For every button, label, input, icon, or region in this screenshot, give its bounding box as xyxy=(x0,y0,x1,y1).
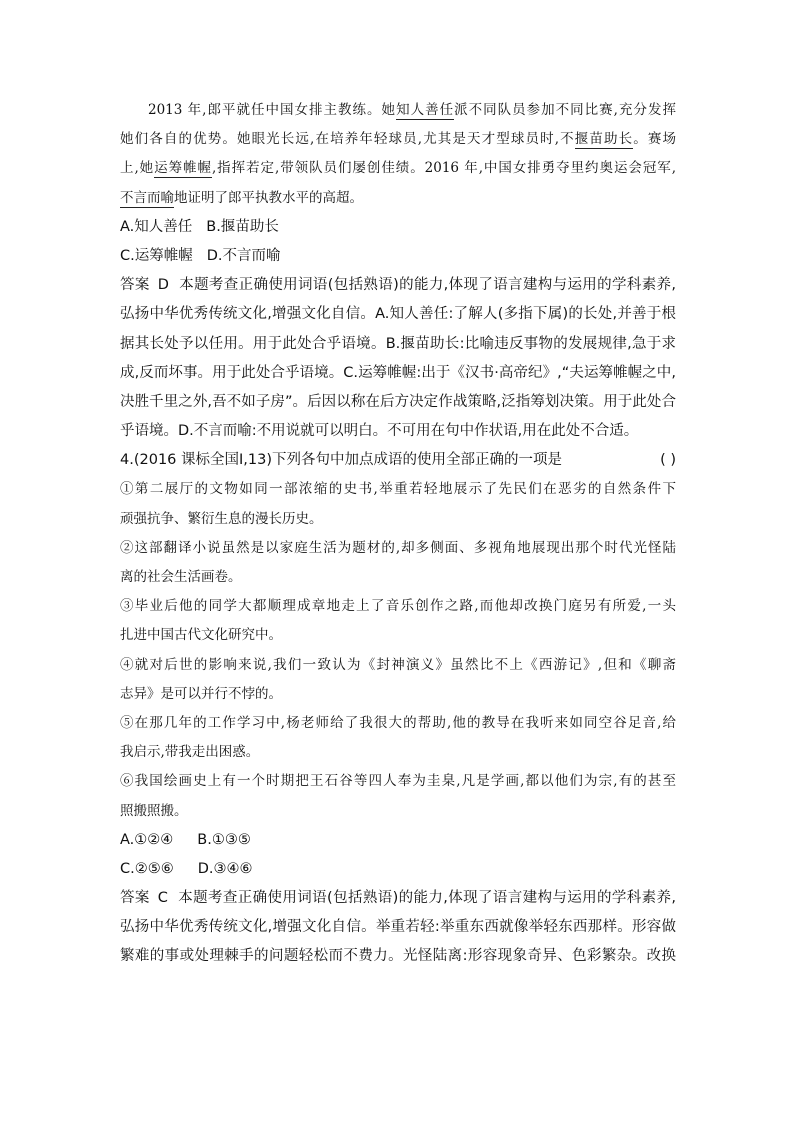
passage-text: 派不同队员参加不同比赛,充分发挥 xyxy=(454,102,676,118)
underlined-idiom: 揠苗助长 xyxy=(574,131,634,148)
question-4-stem xyxy=(120,446,676,475)
answer-1-line-3: 据其长处予以任用。用于此处合乎语境。B.揠苗助长:比喻违反事物的发展规律,急于求 xyxy=(120,335,676,352)
answer-1-line-1 xyxy=(120,271,676,300)
answer-1-line-6: 乎语境。D.不言而喻:不用说就可以明白。不可用在句中作状语,用在此处不合适。 xyxy=(120,423,639,440)
answer-text: 本题考查正确使用词语(包括熟语)的能力,体现了语言建构与运用的学科素养, xyxy=(178,277,677,294)
answer-text: 本题考查正确使用词语(包括熟语)的能力,体现了语言建构与运用的学科素养, xyxy=(177,890,677,907)
options-row-1 xyxy=(120,213,676,242)
option-c: C.②⑤⑥ xyxy=(120,860,174,877)
passage-line-4 xyxy=(120,184,676,213)
passage-text: 2013 年,郎平就任中国女排主教练。她 xyxy=(148,102,397,118)
answer-1-line-2: 弘扬中华优秀传统文化,增强文化自信。A.知人善任:了解人(多指下属)的长处,并善于根 xyxy=(120,306,676,323)
option-a: A.①②④ xyxy=(120,831,174,848)
answer-label: 答案 xyxy=(120,277,150,294)
passage-text: 地证明了郎平执教水平的高超。 xyxy=(174,189,363,206)
underlined-idiom: 运筹帷幄 xyxy=(154,160,212,177)
options2-row-2 xyxy=(120,855,676,884)
option-d: D.不言而喻 xyxy=(206,247,281,264)
answer-2-line-1 xyxy=(120,884,676,913)
answer-key: D xyxy=(157,277,169,294)
item-2-line-1: ②这部翻译小说虽然是以家庭生活为题材的,却多侧面、多视角地展现出那个时代光怪陆 xyxy=(120,539,676,556)
passage-text: 。赛场 xyxy=(633,131,677,148)
question-stem: 4.(2016 课标全国Ⅰ,13)下列各句中加点成语的使用全部正确的一项是 xyxy=(120,452,562,469)
passage-line-2 xyxy=(120,125,676,154)
option-d: D.③④⑥ xyxy=(197,860,253,877)
underlined-idiom: 不言而喻 xyxy=(120,189,174,206)
item-6-line-1: ⑥我国绘画史上有一个时期把王石谷等四人奉为圭臬,凡是学画,都以他们为宗,有的甚至 xyxy=(120,773,676,790)
option-b: B.①③⑤ xyxy=(197,831,251,848)
option-c: C.运筹帷幄 xyxy=(120,247,193,264)
underlined-idiom: 知人善任 xyxy=(396,102,455,118)
option-a: A.知人善任 xyxy=(120,218,193,235)
document-page xyxy=(120,96,676,972)
item-2-line-2: 离的社会生活画卷。 xyxy=(120,569,242,585)
item-5-line-1: ⑤在那几年的工作学习中,杨老师给了我很大的帮助,他的教导在我听来如同空谷足音,给 xyxy=(120,714,676,731)
answer-bracket: ( ) xyxy=(660,452,676,469)
answer-key: C xyxy=(157,890,168,907)
answer-label: 答案 xyxy=(120,890,150,907)
options-row-2 xyxy=(120,242,676,271)
passage-line-3 xyxy=(120,154,676,183)
passage-text: 上,她 xyxy=(120,160,155,177)
item-1-line-2: 顽强抗争、繁衍生息的漫长历史。 xyxy=(120,510,323,527)
item-4-line-1: ④就对后世的影响来说,我们一致认为《封神演义》虽然比不上《西游记》,但和《聊斋 xyxy=(120,656,676,673)
item-6-line-2: 照搬照搬。 xyxy=(120,802,188,819)
item-3-line-1: ③毕业后他的同学大都顺理成章地走上了音乐创作之路,而他却改换门庭另有所爱,一头 xyxy=(120,598,676,615)
item-1-line-1: ①第二展厅的文物如同一部浓缩的史书,举重若轻地展示了先民们在恶劣的自然条件下 xyxy=(120,481,676,498)
item-3-line-2: 扎进中国古代文化研究中。 xyxy=(120,627,282,644)
answer-1-line-4: 成,反而坏事。用于此处合乎语境。C.运筹帷幄:出于《汉书·高帝纪》,“夫运筹帷幄之中, xyxy=(120,364,676,381)
answer-2-line-3: 繁难的事或处理棘手的问题轻松而不费力。光怪陆离:形容现象奇异、色彩繁杂。改换 xyxy=(120,948,676,965)
item-4-line-2: 志异》是可以并行不悖的。 xyxy=(120,685,282,702)
item-5-line-2: 我启示,带我走出困惑。 xyxy=(120,744,260,761)
answer-2-line-2: 弘扬中华优秀传统文化,增强文化自信。举重若轻:举重东西就像举轻东西那样。形容做 xyxy=(120,919,676,936)
answer-1-line-5: 决胜千里之外,吾不如子房”。后因以称在后方决定作战策略,泛指筹划决策。用于此处合 xyxy=(120,393,676,410)
passage-text: 她们各自的优势。她眼光长远,在培养年轻球员,尤其是天才型球员时,不 xyxy=(120,131,575,148)
passage-line-1 xyxy=(120,96,676,125)
option-b: B.揠苗助长 xyxy=(206,218,279,235)
passage-text: ,指挥若定,带领队员们屡创佳绩。2016 年,中国女排勇夺里约奥运会冠军, xyxy=(211,160,677,177)
options2-row-1 xyxy=(120,826,676,855)
